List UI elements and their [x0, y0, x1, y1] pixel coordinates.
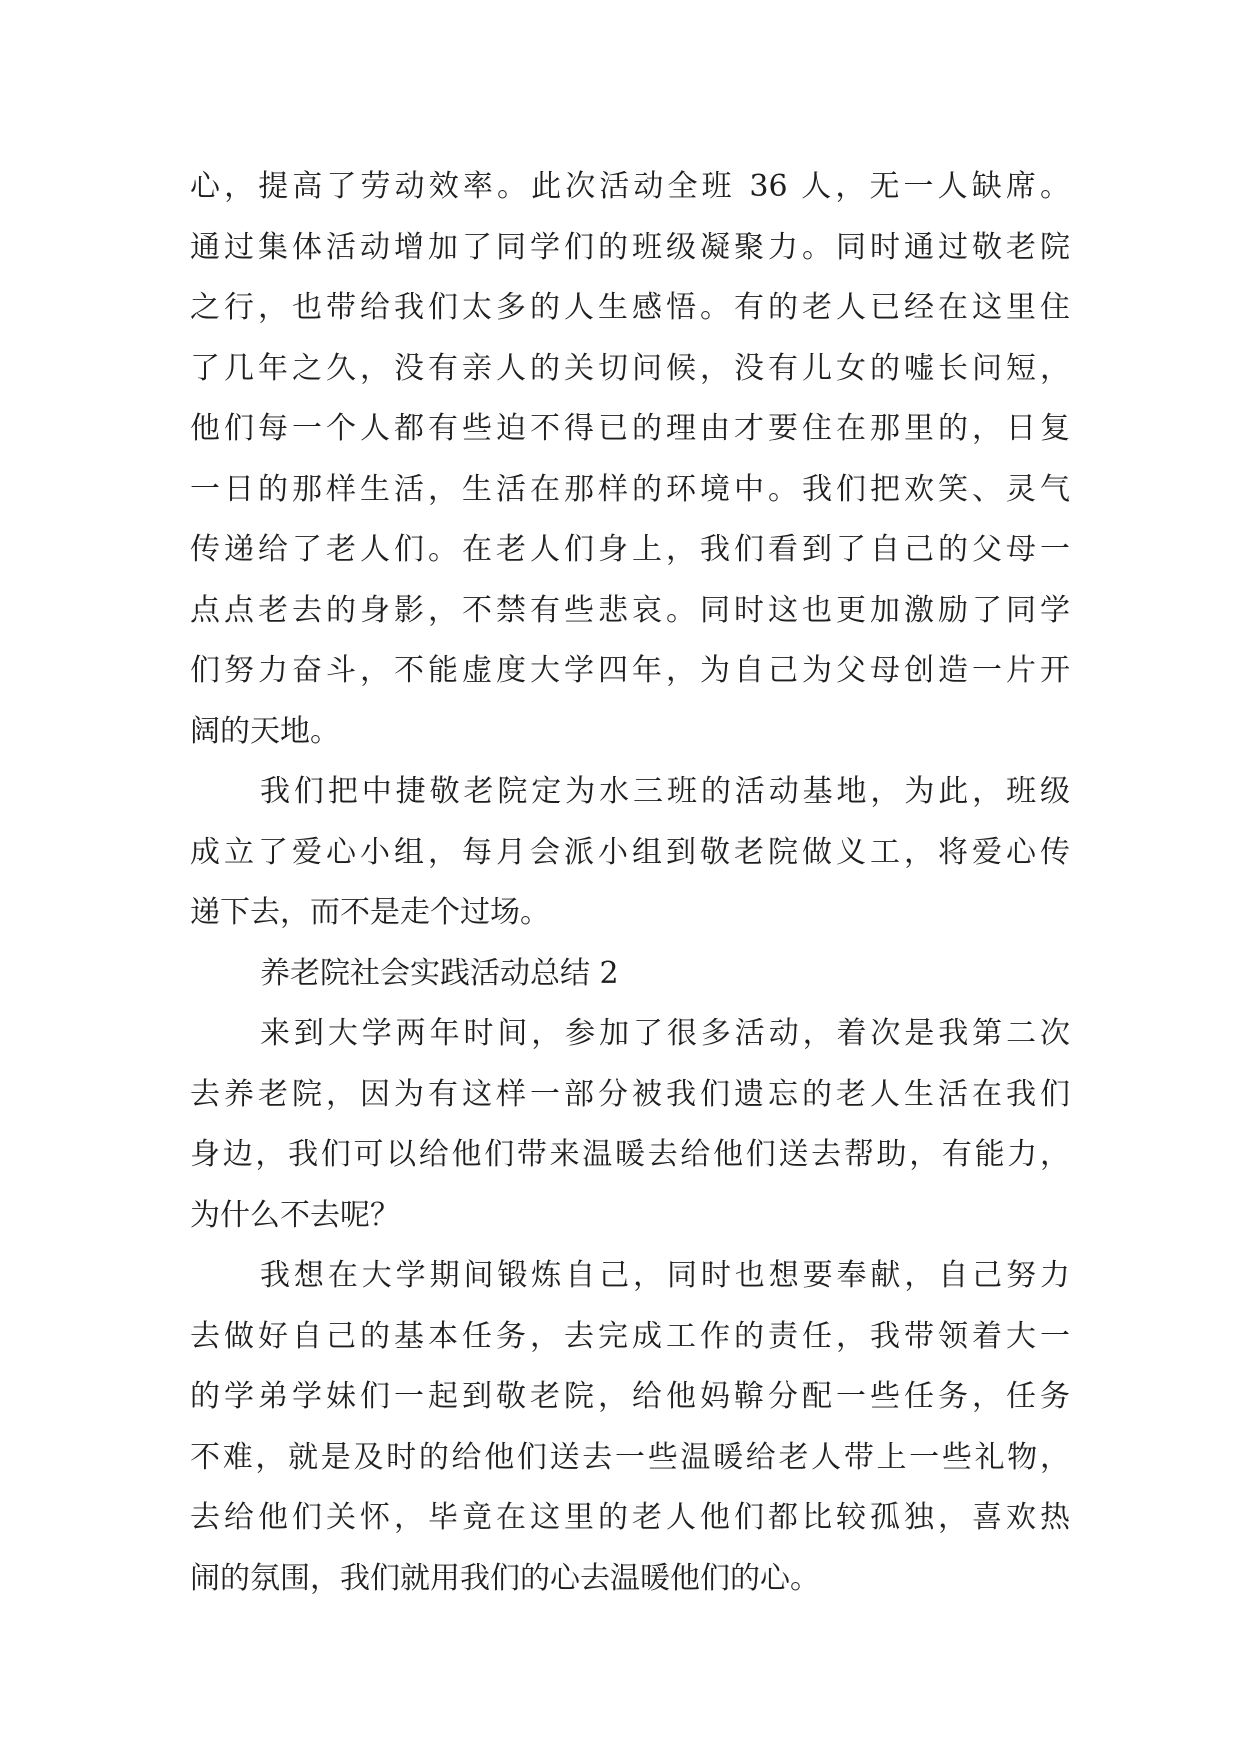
text-line: 点点老去的身影，不禁有些悲哀。同时这也更加激励了同学	[190, 592, 1070, 628]
text-line: 去做好自己的基本任务，去完成工作的责任，我带领着大一	[190, 1318, 1070, 1354]
text-line: 了几年之久，没有亲人的关切问候，没有儿女的嘘长问短，	[190, 350, 1070, 386]
text-line: 之行，也带给我们太多的人生感悟。有的老人已经在这里住	[190, 290, 1070, 325]
text-line: 不难，就是及时的给他们送去一些温暖给老人带上一些礼物，	[190, 1439, 1070, 1475]
paragraph-3	[190, 1004, 1070, 1246]
text-line: 递下去，而不是走个过场。	[190, 895, 550, 930]
text-line: 他们每一个人都有些迫不得已的理由才要住在那里的，日复	[190, 411, 1070, 446]
text-line: 身边，我们可以给他们带来温暖去给他们送去帮助，有能力，	[190, 1137, 1070, 1172]
text-line: 们努力奋斗，不能虚度大学四年，为自己为父母创造一片开	[190, 653, 1070, 688]
text-line: 一日的那样生活，生活在那样的环境中。我们把欢笑、灵气	[190, 471, 1070, 507]
text-line: 来到大学两年时间，参加了很多活动，着次是我第二次	[260, 1016, 1070, 1051]
text-line: 去养老院，因为有这样一部分被我们遗忘的老人生活在我们	[190, 1076, 1070, 1112]
text-line: 我们把中捷敬老院定为水三班的活动基地，为此，班级	[260, 774, 1070, 809]
paragraph-4	[190, 1246, 1070, 1609]
paragraph-2	[190, 762, 1070, 944]
text-line: 阔的天地。	[190, 713, 340, 749]
section-title: 养老院社会实践活动总结 2	[260, 955, 619, 991]
paragraph-1	[190, 157, 1070, 762]
text-line: 为什么不去呢？	[190, 1197, 400, 1233]
document-page	[190, 157, 1070, 1609]
text-line: 成立了爱心小组，每月会派小组到敬老院做义工，将爱心传	[190, 834, 1070, 870]
text-line: 去给他们关怀，毕竟在这里的老人他们都比较孤独，喜欢热	[190, 1500, 1070, 1535]
section-heading	[190, 944, 1070, 1005]
text-line: 闹的氛围，我们就用我们的心去温暖他们的心。	[190, 1560, 820, 1596]
text-line: 我想在大学期间锻炼自己，同时也想要奉献，自己努力	[260, 1258, 1070, 1293]
text-line: 传递给了老人们。在老人们身上，我们看到了自己的父母一	[190, 532, 1070, 567]
text-line: 通过集体活动增加了同学们的班级凝聚力。同时通过敬老院	[190, 229, 1070, 265]
text-line: 心，提高了劳动效率。此次活动全班 36 人，无一人缺席。	[190, 169, 1070, 204]
text-line: 的学弟学妹们一起到敬老院，给他妈鞥分配一些任务，任务	[190, 1379, 1070, 1414]
